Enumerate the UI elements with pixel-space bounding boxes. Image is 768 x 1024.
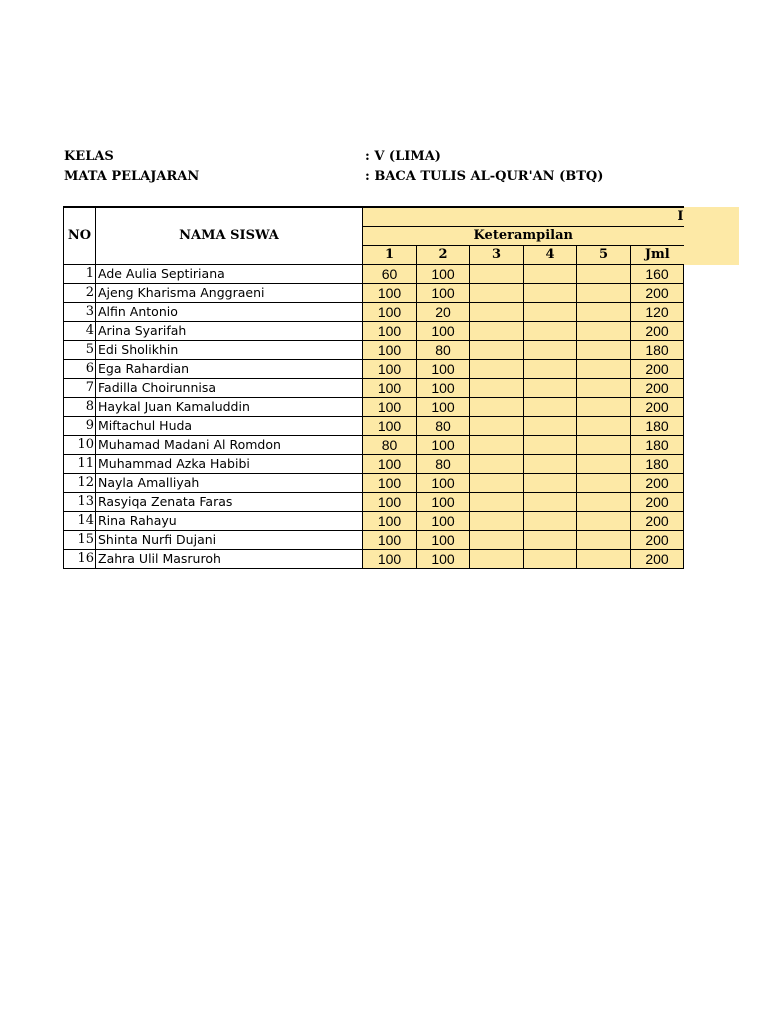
table-row (64, 493, 684, 512)
table-row (64, 455, 684, 474)
cell-name: Miftachul Huda (96, 417, 363, 436)
kelas-label: KELAS (64, 149, 114, 164)
cell-score-4 (524, 341, 577, 360)
cell-score-5 (577, 360, 631, 379)
cell-no: 7 (64, 379, 96, 398)
cell-name: Muhamad Madani Al Romdon (96, 436, 363, 455)
cell-score-5 (577, 398, 631, 417)
cell-score-3 (470, 436, 524, 455)
table-row (64, 379, 684, 398)
cell-score-2: 100 (417, 550, 470, 569)
cell-total: 200 (631, 284, 684, 303)
cell-score-4 (524, 512, 577, 531)
cell-name: Arina Syarifah (96, 322, 363, 341)
cell-name: Haykal Juan Kamaluddin (96, 398, 363, 417)
cell-total: 200 (631, 322, 684, 341)
cell-score-1: 100 (363, 493, 417, 512)
cell-score-5 (577, 303, 631, 322)
cell-no: 11 (64, 455, 96, 474)
cell-score-4 (524, 360, 577, 379)
cell-name: Alfin Antonio (96, 303, 363, 322)
cell-score-5 (577, 531, 631, 550)
cell-score-1: 80 (363, 436, 417, 455)
table-row (64, 417, 684, 436)
subject-value: : BACA TULIS AL-QUR'AN (BTQ) (365, 169, 604, 184)
cell-total: 200 (631, 493, 684, 512)
table-row (64, 398, 684, 417)
cell-score-1: 100 (363, 550, 417, 569)
subject-label: MATA PELAJARAN (64, 169, 200, 184)
cell-no: 6 (64, 360, 96, 379)
cell-no: 15 (64, 531, 96, 550)
cell-score-4 (524, 398, 577, 417)
cell-no: 2 (64, 284, 96, 303)
cell-total: 160 (631, 265, 684, 284)
table-row (64, 474, 684, 493)
sub-header-1: 1 (363, 246, 417, 265)
cell-score-1: 100 (363, 341, 417, 360)
grade-table (63, 206, 684, 569)
cell-score-3 (470, 284, 524, 303)
cell-score-1: 100 (363, 303, 417, 322)
table-row (64, 303, 684, 322)
cell-score-1: 100 (363, 474, 417, 493)
cell-score-3 (470, 417, 524, 436)
group-header-skill: Keterampilan (363, 227, 684, 246)
cell-score-3 (470, 512, 524, 531)
table-row (64, 436, 684, 455)
table-row (64, 360, 684, 379)
cell-score-2: 100 (417, 284, 470, 303)
cell-name: Ega Rahardian (96, 360, 363, 379)
cell-score-4 (524, 284, 577, 303)
cell-score-1: 60 (363, 265, 417, 284)
cell-score-5 (577, 550, 631, 569)
cell-name: Zahra Ulil Masruroh (96, 550, 363, 569)
cell-score-3 (470, 379, 524, 398)
group-header-partial (363, 207, 684, 227)
cell-score-2: 100 (417, 360, 470, 379)
cell-score-2: 80 (417, 417, 470, 436)
cell-no: 1 (64, 265, 96, 284)
cell-score-1: 100 (363, 512, 417, 531)
cell-score-5 (577, 322, 631, 341)
cell-score-2: 100 (417, 436, 470, 455)
cell-score-5 (577, 417, 631, 436)
cell-score-3 (470, 360, 524, 379)
cell-score-4 (524, 474, 577, 493)
cell-score-3 (470, 493, 524, 512)
group-header-partial-text: I (677, 209, 684, 224)
cell-score-3 (470, 398, 524, 417)
table-row (64, 284, 684, 303)
cell-score-3 (470, 303, 524, 322)
cell-name: Rina Rahayu (96, 512, 363, 531)
cell-score-5 (577, 474, 631, 493)
cell-total: 200 (631, 531, 684, 550)
cell-score-4 (524, 265, 577, 284)
cell-total: 200 (631, 379, 684, 398)
cell-name: Nayla Amalliyah (96, 474, 363, 493)
table-row (64, 265, 684, 284)
table-row (64, 531, 684, 550)
cell-score-3 (470, 455, 524, 474)
cell-score-5 (577, 493, 631, 512)
cell-score-2: 100 (417, 379, 470, 398)
cell-no: 9 (64, 417, 96, 436)
cell-score-4 (524, 436, 577, 455)
cell-score-4 (524, 493, 577, 512)
cell-score-5 (577, 284, 631, 303)
cell-score-3 (470, 322, 524, 341)
cell-name: Rasyiqa Zenata Faras (96, 493, 363, 512)
cell-no: 16 (64, 550, 96, 569)
cell-score-5 (577, 341, 631, 360)
cell-no: 14 (64, 512, 96, 531)
cell-score-4 (524, 531, 577, 550)
cell-score-2: 100 (417, 265, 470, 284)
cell-total: 180 (631, 417, 684, 436)
cell-score-3 (470, 550, 524, 569)
cell-total: 200 (631, 550, 684, 569)
cell-score-1: 100 (363, 322, 417, 341)
cell-no: 8 (64, 398, 96, 417)
cell-name: Shinta Nurfi Dujani (96, 531, 363, 550)
cell-no: 13 (64, 493, 96, 512)
sub-header-4: 4 (524, 246, 577, 265)
table-row (64, 322, 684, 341)
cell-total: 180 (631, 436, 684, 455)
cell-score-2: 100 (417, 531, 470, 550)
cell-score-2: 80 (417, 455, 470, 474)
col-header-no: NO (64, 207, 96, 265)
cell-total: 120 (631, 303, 684, 322)
cell-score-5 (577, 436, 631, 455)
cell-no: 3 (64, 303, 96, 322)
cell-score-5 (577, 455, 631, 474)
cell-score-5 (577, 512, 631, 531)
cell-score-1: 100 (363, 398, 417, 417)
cell-score-1: 100 (363, 455, 417, 474)
cell-score-1: 100 (363, 284, 417, 303)
table-row (64, 550, 684, 569)
cell-score-2: 100 (417, 493, 470, 512)
cell-total: 200 (631, 512, 684, 531)
kelas-value: : V (LIMA) (365, 149, 441, 164)
cell-score-1: 100 (363, 531, 417, 550)
col-header-name: NAMA SISWA (96, 207, 363, 265)
table-row (64, 341, 684, 360)
cell-name: Muhammad Azka Habibi (96, 455, 363, 474)
cell-score-1: 100 (363, 379, 417, 398)
sub-header-2: 2 (417, 246, 470, 265)
cell-score-5 (577, 265, 631, 284)
cell-score-2: 20 (417, 303, 470, 322)
cell-score-4 (524, 455, 577, 474)
cell-total: 180 (631, 455, 684, 474)
cell-no: 10 (64, 436, 96, 455)
cell-total: 200 (631, 398, 684, 417)
cell-name: Ajeng Kharisma Anggraeni (96, 284, 363, 303)
cell-score-4 (524, 303, 577, 322)
cell-score-4 (524, 550, 577, 569)
sub-header-5: 5 (577, 246, 631, 265)
cell-score-5 (577, 379, 631, 398)
cell-total: 200 (631, 360, 684, 379)
cell-score-2: 100 (417, 322, 470, 341)
cell-total: 200 (631, 474, 684, 493)
cell-score-2: 100 (417, 474, 470, 493)
cell-score-2: 100 (417, 398, 470, 417)
cell-score-2: 100 (417, 512, 470, 531)
cell-score-3 (470, 265, 524, 284)
cell-name: Edi Sholikhin (96, 341, 363, 360)
cell-score-2: 80 (417, 341, 470, 360)
cell-no: 5 (64, 341, 96, 360)
cell-score-4 (524, 322, 577, 341)
cell-score-4 (524, 379, 577, 398)
cell-score-3 (470, 341, 524, 360)
sub-header-6: Jml (631, 246, 684, 265)
cell-no: 12 (64, 474, 96, 493)
cell-score-4 (524, 417, 577, 436)
cell-score-3 (470, 531, 524, 550)
grade-body (64, 265, 684, 569)
cell-score-1: 100 (363, 360, 417, 379)
cell-no: 4 (64, 322, 96, 341)
sub-header-3: 3 (470, 246, 524, 265)
table-row (64, 512, 684, 531)
cell-score-1: 100 (363, 417, 417, 436)
cell-score-3 (470, 474, 524, 493)
cell-name: Ade Aulia Septiriana (96, 265, 363, 284)
header-overflow-cell (676, 207, 739, 265)
cell-total: 180 (631, 341, 684, 360)
cell-name: Fadilla Choirunnisa (96, 379, 363, 398)
